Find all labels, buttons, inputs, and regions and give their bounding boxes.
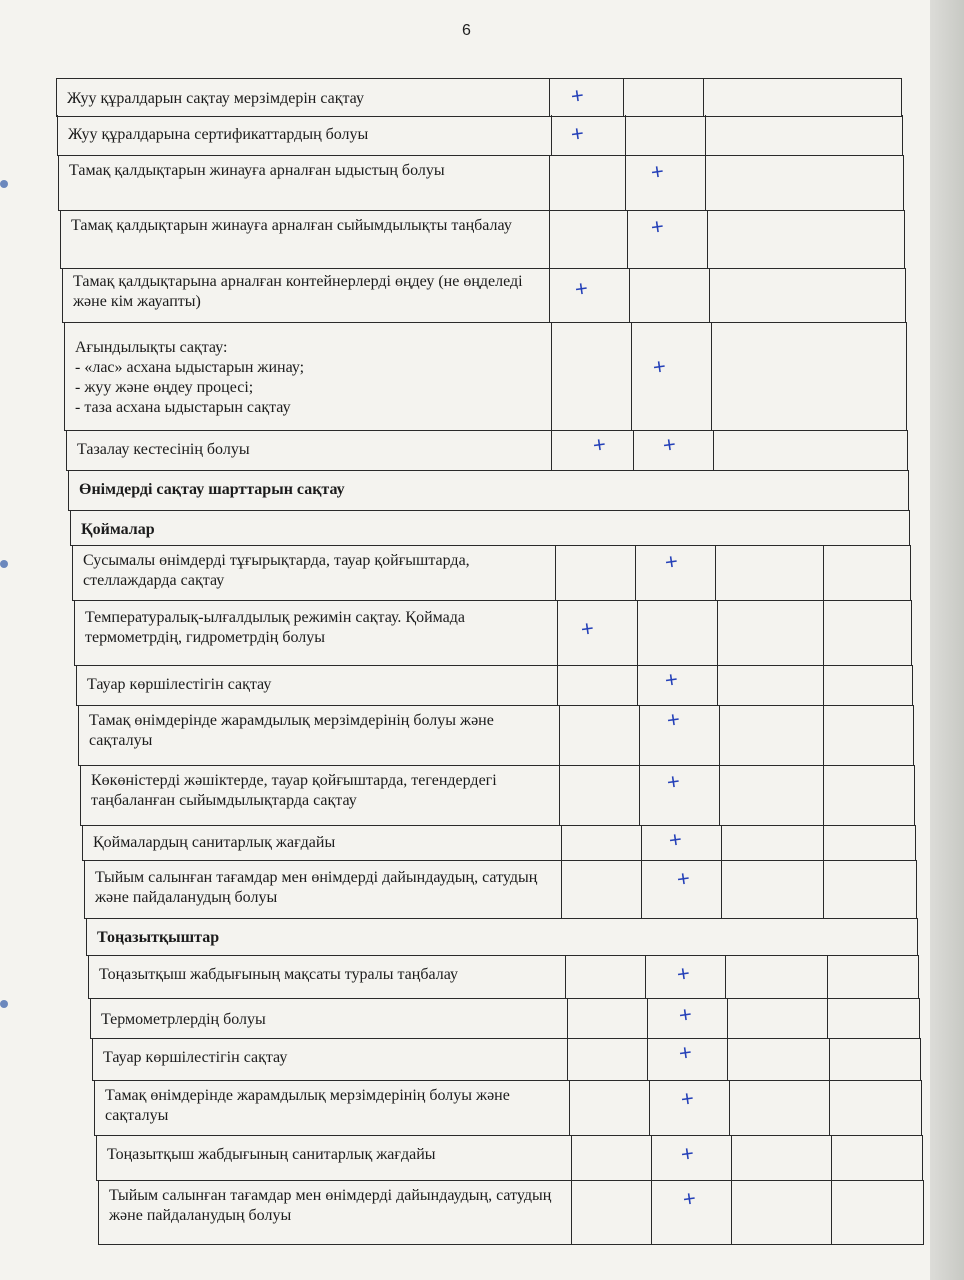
handwritten-check-mark: + (667, 826, 684, 853)
table-cell (823, 600, 824, 665)
table-row (92, 1038, 921, 1081)
table-cell (571, 1135, 572, 1180)
row-label: Тамақ өнімдерінде жарамдылық мерзімдерінің болуы және сақталуы (89, 712, 494, 749)
row-label: Қоймалардың санитарлық жағдайы (93, 834, 336, 851)
punch-hole (0, 560, 8, 568)
table-cell (635, 545, 636, 600)
table-cell (551, 322, 552, 430)
handwritten-check-mark: + (579, 615, 596, 642)
table-row (82, 825, 916, 861)
table-cell (829, 1038, 830, 1080)
table-cell (629, 268, 630, 322)
handwritten-check-mark: + (675, 865, 692, 892)
table-cell (705, 155, 706, 210)
table-cell (637, 665, 638, 705)
row-label: Тамақ қалдықтарына арналған контейнерлерді өңдеу (не өңделеді және кім жауапты) (73, 273, 523, 310)
table-row (57, 115, 903, 156)
table-cell (705, 115, 706, 155)
table-cell (713, 430, 714, 470)
table-cell (823, 545, 824, 600)
table-cell (633, 430, 634, 470)
table-cell (639, 765, 640, 825)
table-cell (719, 765, 720, 825)
table-cell (559, 705, 560, 765)
table-cell (725, 955, 726, 998)
paper-edge (930, 0, 964, 1280)
table-cell (557, 665, 558, 705)
table-row (96, 1135, 923, 1181)
table-cell (703, 79, 704, 116)
table-row (62, 268, 906, 323)
handwritten-check-mark: + (677, 1001, 694, 1028)
table-cell (711, 322, 712, 430)
table-row (90, 998, 920, 1039)
table-cell (717, 665, 718, 705)
table-cell (549, 79, 550, 116)
table-cell (549, 155, 550, 210)
table-row (80, 765, 915, 826)
handwritten-check-mark: + (681, 1185, 698, 1212)
row-label: Ағындылықты сақтау: - «лас» асхана ыдыстарын жинау; - жуу және өңдеу процесі; - таза асхана ыдыстарын сақтау (75, 339, 305, 416)
table-cell (823, 705, 824, 765)
table-cell (551, 115, 552, 155)
table-cell (641, 825, 642, 860)
table-cell (631, 322, 632, 430)
row-label: Тазалау кестесінің болуы (77, 441, 250, 458)
handwritten-check-mark: + (675, 960, 692, 987)
table-cell (625, 115, 626, 155)
handwritten-check-mark: + (651, 353, 668, 380)
table-cell (561, 860, 562, 918)
section-header-row (70, 510, 910, 546)
handwritten-check-mark: + (679, 1140, 696, 1167)
table-cell (731, 1180, 732, 1244)
table-row (94, 1080, 922, 1136)
handwritten-check-mark: + (573, 275, 590, 302)
table-cell (731, 1135, 732, 1180)
table-cell (637, 600, 638, 665)
table-cell (727, 1038, 728, 1080)
handwritten-check-mark: + (663, 666, 680, 693)
row-label: Сусымалы өнімдерді тұғырықтарда, тауар қойғыштарда, стеллаждарда сақтау (83, 552, 470, 589)
table-cell (823, 860, 824, 918)
table-row (98, 1180, 924, 1245)
table-cell (645, 955, 646, 998)
section-title: Өнімдерді сақтау шарттарын сақтау (79, 481, 345, 498)
table-cell (549, 268, 550, 322)
table-cell (647, 998, 648, 1038)
row-label: Термометрлердің болуы (101, 1011, 266, 1028)
handwritten-check-mark: + (679, 1085, 696, 1112)
table-cell (831, 1135, 832, 1180)
row-label: Тамақ өнімдерінде жарамдылық мерзімдерінің болуы және сақталуы (105, 1087, 510, 1124)
section-header-row (68, 470, 909, 511)
table-cell (651, 1135, 652, 1180)
table-cell (569, 1080, 570, 1135)
row-label: Тыйым салынған тағамдар мен өнімдерді дайындаудың, сатудың және пайдаланудың болуы (95, 869, 538, 906)
row-label: Тыйым салынған тағамдар мен өнімдерді дайындаудың, сатудың және пайдаланудың болуы (109, 1187, 552, 1224)
table-cell (831, 1180, 832, 1244)
row-label: Көкөністерді жәшіктерде, тауар қойғыштарда, тегендердегі таңбаланған сыйымдылықтарда сақтау (91, 772, 497, 809)
table-cell (709, 268, 710, 322)
row-label: Тауар көршілестігін сақтау (87, 676, 272, 693)
table-row (72, 545, 911, 601)
section-header-row (86, 918, 918, 956)
punch-hole (0, 1000, 8, 1008)
handwritten-check-mark: + (649, 213, 666, 240)
table-cell (567, 998, 568, 1038)
table-row (84, 860, 917, 919)
page-number: 6 (462, 22, 471, 39)
row-label: Тауар көршілестігін сақтау (103, 1049, 288, 1066)
section-title: Тоңазытқыштар (97, 929, 220, 946)
handwritten-check-mark: + (661, 431, 678, 458)
table-cell (823, 765, 824, 825)
table-cell (827, 998, 828, 1038)
table-row (88, 955, 919, 999)
table-cell (829, 1080, 830, 1135)
handwritten-check-mark: + (569, 120, 586, 147)
table-row (64, 322, 907, 431)
table-cell (567, 1038, 568, 1080)
row-label: Тоңазытқыш жабдығының мақсаты туралы таңбалау (99, 966, 458, 983)
table-cell (625, 155, 626, 210)
table-cell (707, 210, 708, 268)
handwritten-check-mark: + (663, 548, 680, 575)
section-title: Қоймалар (81, 521, 155, 538)
table-cell (647, 1038, 648, 1080)
table-cell (565, 955, 566, 998)
row-label: Тамақ қалдықтарын жинауға арналған сыйымдылықты таңбалау (71, 217, 512, 234)
table-cell (823, 825, 824, 860)
row-label: Жуу құралдарын сақтау мерзімдерін сақтау (67, 90, 364, 107)
handwritten-check-mark: + (569, 82, 586, 109)
table-cell (717, 600, 718, 665)
table-cell (555, 545, 556, 600)
table-cell (557, 600, 558, 665)
table-row (58, 155, 904, 211)
table-cell (639, 705, 640, 765)
table-cell (641, 860, 642, 918)
table-cell (551, 430, 552, 470)
table-cell (549, 210, 550, 268)
handwritten-check-mark: + (591, 431, 608, 458)
handwritten-check-mark: + (649, 158, 666, 185)
table-cell (559, 765, 560, 825)
handwritten-check-mark: + (677, 1039, 694, 1066)
table-row (66, 430, 908, 471)
table-row (78, 705, 914, 766)
table-row (60, 210, 905, 269)
handwritten-check-mark: + (665, 706, 682, 733)
table-cell (729, 1080, 730, 1135)
table-cell (627, 210, 628, 268)
table-cell (561, 825, 562, 860)
table-cell (727, 998, 728, 1038)
table-row (74, 600, 912, 666)
table-cell (715, 545, 716, 600)
table-cell (827, 955, 828, 998)
table-row (56, 78, 902, 117)
punch-hole (0, 180, 8, 188)
row-label: Температуралық-ылғалдылық режимін сақтау. Қоймада термометрдің, гидрометрдің болуы (85, 609, 466, 646)
row-label: Тамақ қалдықтарын жинауға арналған ыдыстың болуы (69, 162, 445, 179)
table-cell (651, 1180, 652, 1244)
table-cell (571, 1180, 572, 1244)
table-cell (623, 79, 624, 116)
row-label: Тоңазытқыш жабдығының санитарлық жағдайы (107, 1146, 436, 1163)
table-row (76, 665, 913, 706)
row-label: Жуу құралдарына сертификаттардың болуы (68, 126, 369, 143)
table-cell (649, 1080, 650, 1135)
handwritten-check-mark: + (665, 768, 682, 795)
table-cell (823, 665, 824, 705)
table-cell (721, 860, 722, 918)
table-cell (721, 825, 722, 860)
table-cell (719, 705, 720, 765)
